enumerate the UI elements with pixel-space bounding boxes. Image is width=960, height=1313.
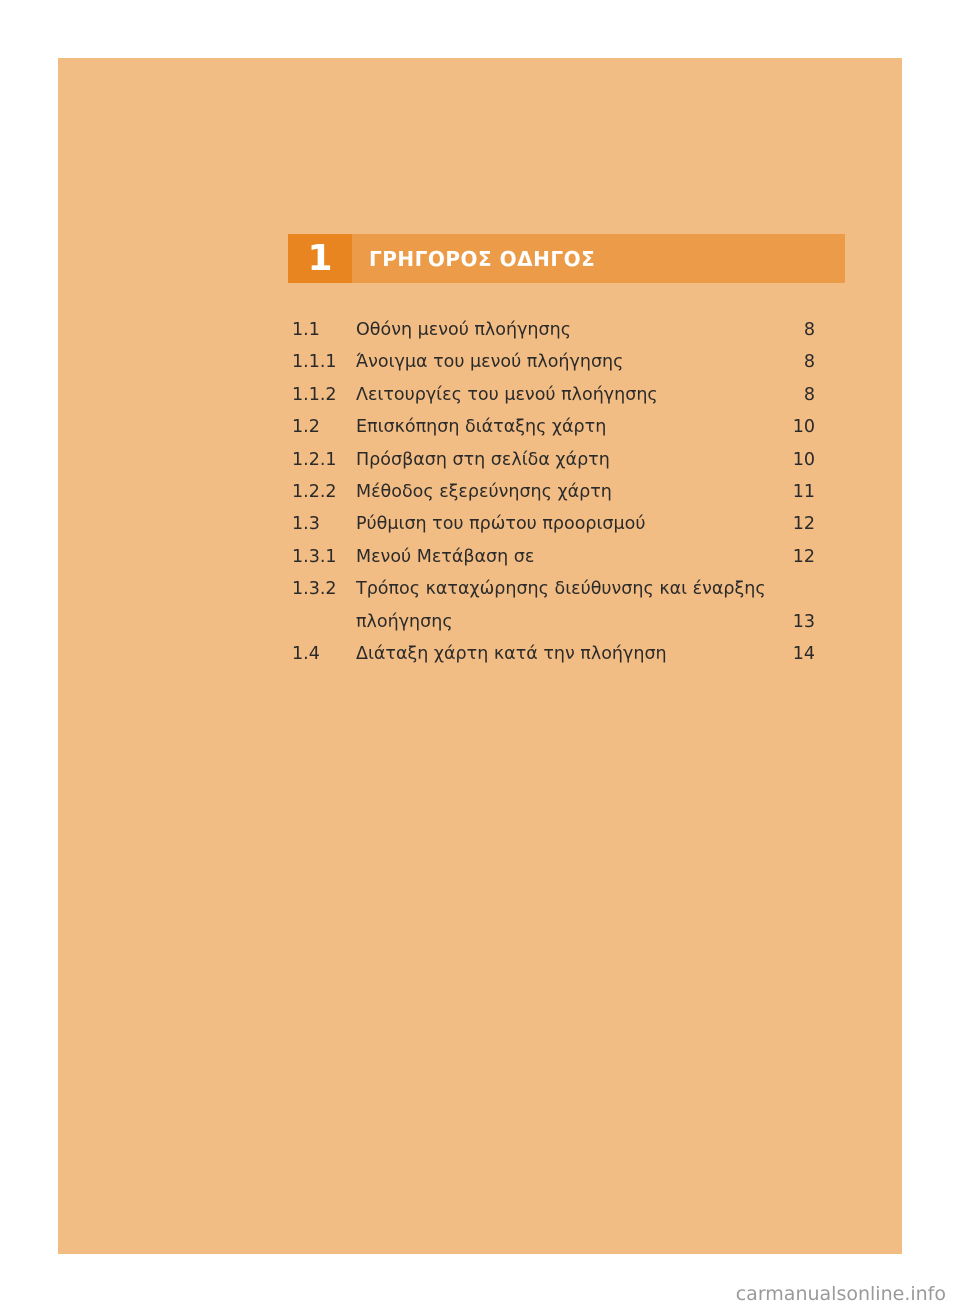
- chapter-number: 1: [288, 234, 352, 283]
- watermark-text: carmanualsonline.info: [735, 1283, 946, 1305]
- toc-entry-number: 1.1: [292, 320, 320, 340]
- toc-entry-title: Τρόπος καταχώρησης διεύθυνσης και έναρξης πλοήγησης: [356, 579, 766, 632]
- toc-entry[interactable]: [292, 573, 815, 638]
- toc-entry[interactable]: [292, 314, 815, 346]
- toc-entry[interactable]: [292, 379, 815, 411]
- toc-entry-title: Ρύθμιση του πρώτου προορισμού: [356, 514, 646, 535]
- toc-entry-number: 1.1.2: [292, 384, 337, 405]
- toc-entry-number: 1.1.1: [292, 352, 337, 373]
- toc-entry-page: 10: [792, 417, 815, 438]
- toc-entry[interactable]: [292, 411, 815, 443]
- toc-entry-number: 1.3.2: [292, 579, 337, 600]
- toc-entry-number: 1.2.1: [292, 449, 337, 470]
- toc-entry-number: 1.3.1: [292, 546, 337, 567]
- chapter-header: [288, 234, 845, 283]
- toc-entry-page: 13: [792, 611, 815, 632]
- toc-entry[interactable]: [292, 444, 815, 476]
- toc-entry-page: 12: [792, 546, 815, 567]
- toc-entry-title: Οθόνη μενού πλοήγησης: [356, 320, 571, 340]
- toc-entry-page: 11: [792, 481, 815, 502]
- toc-entry-number: 1.4: [292, 643, 320, 664]
- toc-entry[interactable]: [292, 508, 815, 540]
- toc-entry[interactable]: [292, 476, 815, 508]
- toc-entry-number: 1.2.2: [292, 481, 337, 502]
- toc-entry[interactable]: [292, 541, 815, 573]
- toc-entry-title: Λειτουργίες του μενού πλοήγησης: [356, 384, 658, 405]
- toc-entry-page: 8: [803, 384, 815, 405]
- toc-entry[interactable]: [292, 638, 815, 670]
- toc-entry-title: Μέθοδος εξερεύνησης χάρτη: [356, 481, 612, 502]
- toc-entry-number: 1.3: [292, 514, 320, 535]
- chapter-title: ΓΡΗΓΟΡΟΣ ΟΔΗΓΟΣ: [369, 247, 596, 271]
- toc-entry-number: 1.2: [292, 417, 320, 438]
- toc-entry-page: 10: [792, 449, 815, 470]
- toc-entry-title: Άνοιγμα του μενού πλοήγησης: [356, 352, 624, 373]
- toc-entry[interactable]: [292, 346, 815, 378]
- toc-entry-page: 14: [792, 643, 815, 664]
- toc-entry-page: 12: [792, 514, 815, 535]
- table-of-contents: [292, 314, 815, 670]
- toc-entry-title: Επισκόπηση διάταξης χάρτη: [356, 417, 607, 438]
- toc-entry-page: 8: [803, 319, 815, 340]
- toc-entry-page: 8: [803, 352, 815, 373]
- toc-entry-title: Μενού Μετάβαση σε: [356, 546, 535, 567]
- toc-entry-title: Διάταξη χάρτη κατά την πλοήγηση: [356, 643, 667, 664]
- toc-entry-title: Πρόσβαση στη σελίδα χάρτη: [356, 449, 610, 470]
